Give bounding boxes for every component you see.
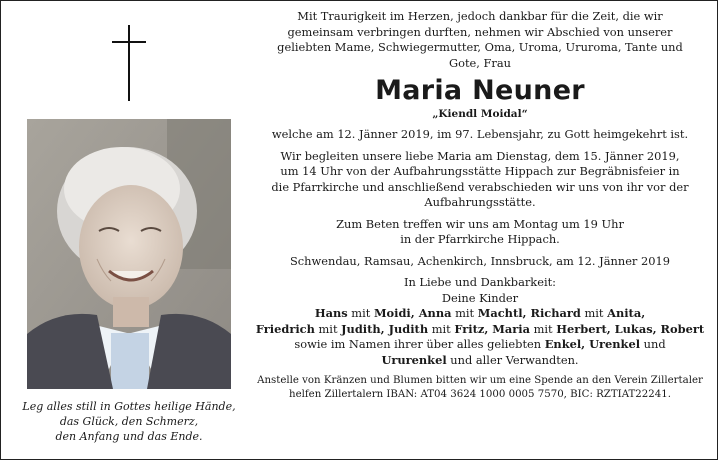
portrait-photo	[27, 119, 231, 389]
funeral-line: die Pfarrkirche und anschließend verabschieden wir uns von ihr vor der	[271, 179, 689, 194]
notice-text	[249, 9, 711, 402]
intro-line: Mit Traurigkeit im Herzen, jedoch dankbar für die Zeit, die wir	[297, 9, 663, 23]
funeral-line: um 14 Uhr von der Aufbahrungsstätte Hippach zur Begräbnisfeier in	[280, 164, 680, 178]
poem-line: den Anfang und das Ende.	[55, 430, 203, 443]
death-line: welche am 12. Jänner 2019, im 97. Lebensjahr, zu Gott heimgekehrt ist.	[271, 127, 689, 141]
cross-icon	[112, 25, 146, 101]
nickname: „Kiendl Moidal“	[432, 108, 528, 120]
intro-line: gemeinsam verbringen durften, nehmen wir Abschied von unserer	[287, 24, 673, 39]
poem-line: das Glück, den Schmerz,	[59, 415, 199, 428]
poem	[15, 399, 243, 444]
deceased-name: Maria Neuner	[375, 75, 585, 106]
family-row: sowie im Namen ihrer über alles geliebten Enkel, Urenkel und	[294, 337, 666, 351]
donation-line: Anstelle von Kränzen und Blumen bitten wir um eine Spende an den Verein Zillertaler	[257, 375, 703, 386]
poem-line: Leg alles still in Gottes heilige Hände,	[22, 400, 236, 413]
funeral-line: Aufbahrungsstätte.	[424, 195, 536, 209]
prayer-line: in der Pfarrkirche Hippach.	[400, 232, 560, 246]
intro-line: Gote, Frau	[449, 55, 511, 70]
family-row: Hans mit Moidi, Anna mit Machtl, Richard mit Anita,	[314, 306, 646, 320]
family-row: Ururenkel und aller Verwandten.	[381, 352, 579, 367]
place-date: Schwendau, Ramsau, Achenkirch, Innsbruck, am 12. Jänner 2019	[289, 253, 670, 268]
family-row: Friedrich mit Judith, Judith mit Fritz, Maria mit Herbert, Lukas, Robert	[255, 321, 705, 336]
funeral-line: Wir begleiten unsere liebe Maria am Dienstag, dem 15. Jänner 2019,	[280, 148, 680, 163]
prayer-line: Zum Beten treffen wir uns am Montag um 19 Uhr	[336, 216, 624, 231]
family-children-label: Deine Kinder	[441, 290, 519, 305]
family-intro: In Liebe und Dankbarkeit:	[403, 275, 557, 289]
donation-line: helfen Zillertalern IBAN: AT04 3624 1000 0005 7570, BIC: RZTIAT22241.	[289, 389, 671, 400]
intro-line: geliebten Mame, Schwiegermutter, Oma, Uroma, Ururoma, Tante und	[277, 40, 683, 54]
